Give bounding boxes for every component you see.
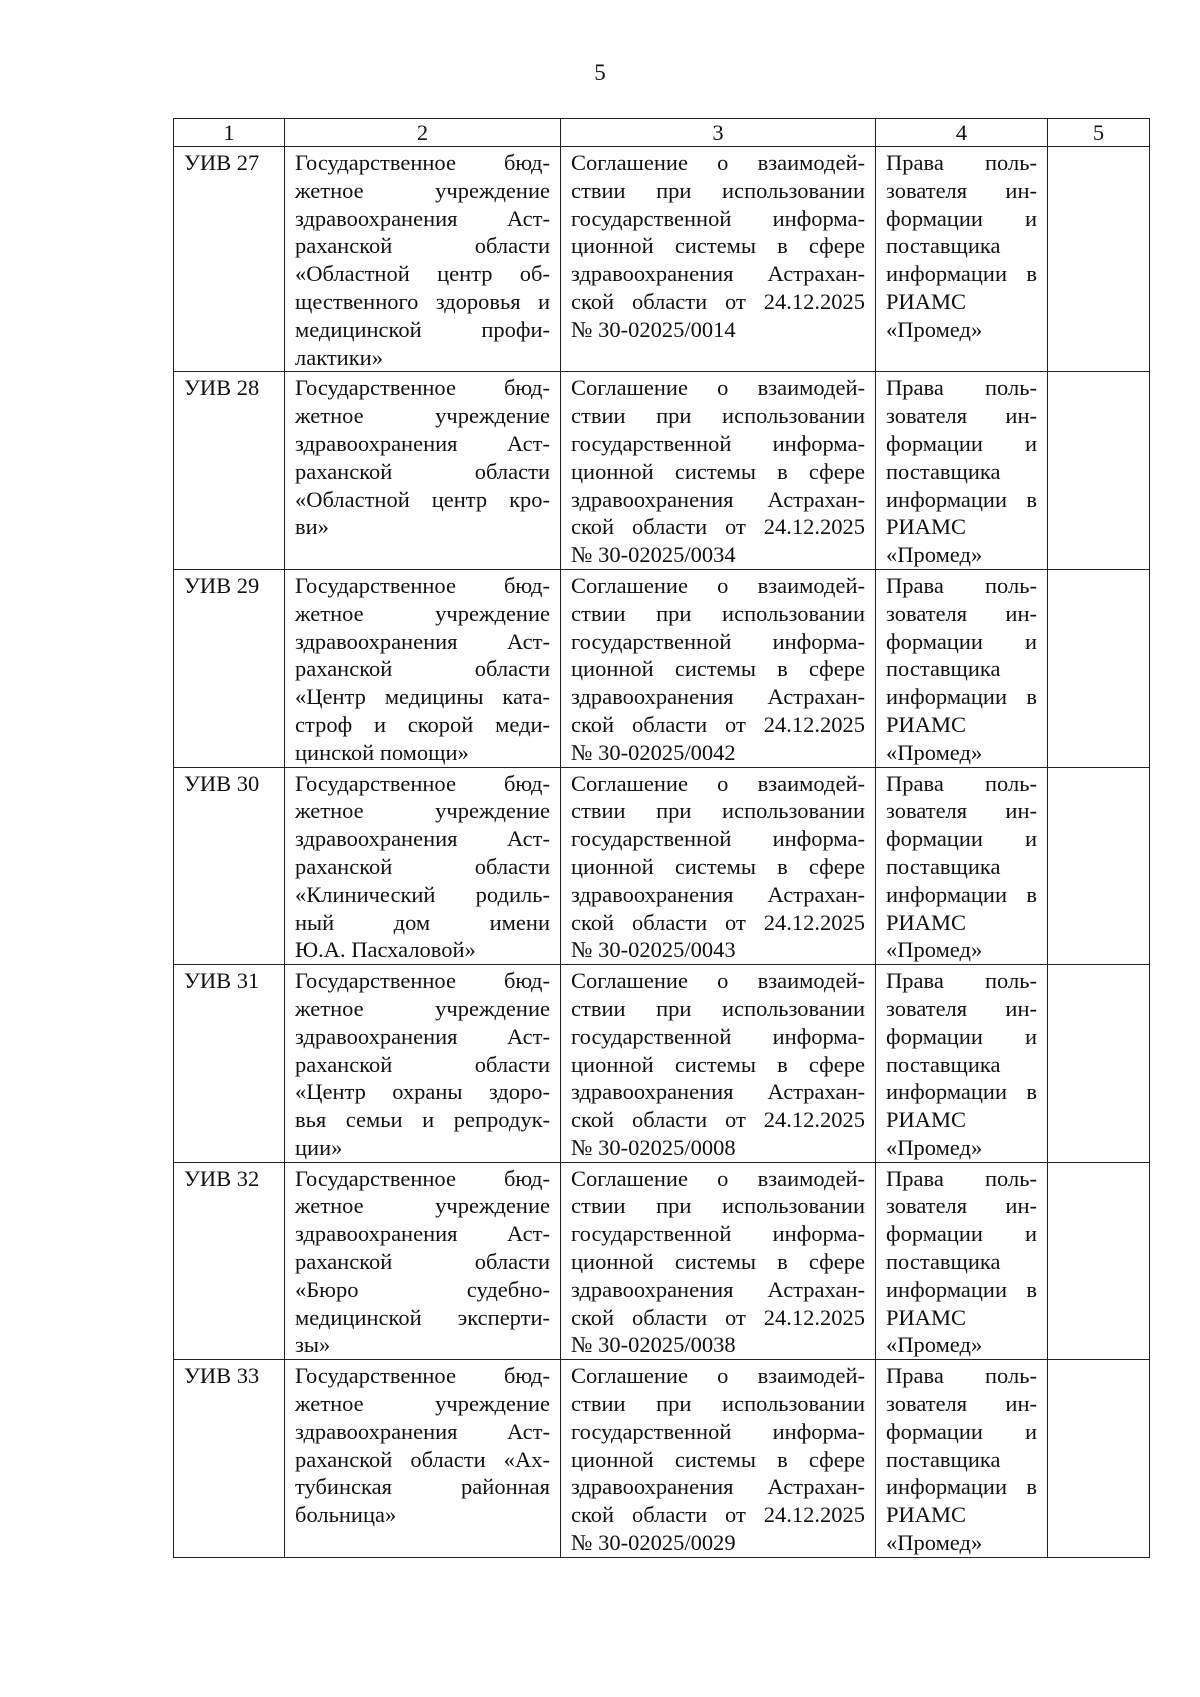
agreement-line: здравоохранения Астрахан- [571,1079,865,1105]
agreement-line: государственной информа- [571,1418,865,1444]
agreement-line: ской области от 24.12.2025 [571,1304,865,1330]
rights-line: зователя ин- [886,995,1037,1021]
row-note-cell [1048,767,1150,965]
rights-line: информации в [886,881,1037,907]
row-agreement-cell [561,965,876,1163]
agreement-line: ской области от 24.12.2025 [571,514,865,540]
agreement-line: ствии при использовании [571,798,865,824]
agreement-line: ствии при использовании [571,995,865,1021]
table-row [174,372,1150,570]
row-code-cell: УИВ 33 [174,1360,285,1558]
rights-line: зователя ин- [886,798,1037,824]
row-code-cell: УИВ 27 [174,147,285,372]
column-header-1: 1 [174,119,285,147]
rights-line: Права поль- [886,1363,1037,1389]
agreement-line: № 30-02025/0008 [571,1134,736,1160]
organization-line: здравоохранения Аст- [295,628,550,654]
rights-line: формации и [886,628,1037,654]
row-code-cell: УИВ 30 [174,767,285,965]
rights-line: Права поль- [886,572,1037,598]
rights-line: зователя ин- [886,1193,1037,1219]
rights-line: «Промед» [886,542,983,568]
rights-line: «Промед» [886,937,983,963]
agreement-line: здравоохранения Астрахан- [571,881,865,907]
organization-line: вья семьи и репродук- [295,1107,550,1133]
agreement-line: ционной системы в сфере [571,1446,865,1472]
organization-line: раханской области [295,1051,550,1077]
rights-line: РИАМС [886,288,967,314]
rights-line: информации в [886,1276,1037,1302]
organization-line: раханской области [295,458,550,484]
header-row [174,119,1150,147]
rights-line: РИАМС [886,909,967,935]
organization-line: тубинская районная [295,1474,550,1500]
organization-line: Государственное бюд- [295,150,550,175]
rights-line: РИАМС [886,514,967,540]
organization-line: жетное учреждение [295,1193,550,1219]
organization-line: жетное учреждение [295,798,550,824]
rights-line: «Промед» [886,1530,983,1556]
organization-line: здравоохранения Аст- [295,205,550,231]
agreement-line: ционной системы в сфере [571,1051,865,1077]
organization-line: жетное учреждение [295,403,550,429]
organization-line: Ю.А. Пасхаловой» [295,937,476,963]
organization-line: жетное учреждение [295,177,550,203]
organization-line: щественного здоровья и [295,288,550,314]
rights-line: «Промед» [886,739,983,765]
rights-line: «Промед» [886,1134,983,1160]
agreement-line: ционной системы в сфере [571,1249,865,1275]
rights-line: РИАМС [886,1107,967,1133]
rights-line: поставщика [886,656,1001,682]
organization-line: лактики» [295,344,383,370]
organization-line: Государственное бюд- [295,375,550,401]
rights-line: формации и [886,1023,1037,1049]
row-code-cell: УИВ 28 [174,372,285,570]
agreement-line: ской области от 24.12.2025 [571,909,865,935]
agreement-line: № 30-02025/0014 [571,316,736,342]
organization-line: раханской области [295,1249,550,1275]
agreement-line: здравоохранения Астрахан- [571,1474,865,1500]
agreement-line: здравоохранения Астрахан- [571,261,865,287]
agreement-line: государственной информа- [571,1023,865,1049]
agreement-line: ствии при использовании [571,1391,865,1417]
row-rights-cell [876,1360,1048,1558]
row-note-cell [1048,147,1150,372]
organization-line: здравоохранения Аст- [295,1023,550,1049]
agreement-line: № 30-02025/0038 [571,1332,736,1358]
rights-line: поставщика [886,853,1001,879]
organization-line: Государственное бюд- [295,1363,550,1389]
agreement-line: № 30-02025/0042 [571,739,736,765]
rights-line: поставщика [886,233,1001,259]
row-rights-cell [876,1162,1048,1360]
row-code-cell: УИВ 31 [174,965,285,1163]
organization-line: жетное учреждение [295,600,550,626]
table-row [174,1162,1150,1360]
agreement-line: ской области от 24.12.2025 [571,1107,865,1133]
organization-line: строф и скорой меди- [295,711,550,737]
agreement-line: № 30-02025/0029 [571,1530,736,1556]
organization-line: Государственное бюд- [295,968,550,994]
organization-line: Государственное бюд- [295,770,550,796]
row-agreement-cell [561,1360,876,1558]
rights-line: Права поль- [886,375,1037,401]
organization-line: медицинской профи- [295,316,550,342]
row-agreement-cell [561,372,876,570]
rights-line: формации и [886,1418,1037,1444]
row-agreement-cell [561,147,876,372]
row-rights-cell [876,965,1048,1163]
row-organization-cell [285,569,561,767]
row-note-cell [1048,569,1150,767]
row-note-cell [1048,965,1150,1163]
organization-line: «Центр охраны здоро- [295,1079,550,1105]
rights-line: информации в [886,486,1037,512]
organization-line: ный дом имени [295,909,550,935]
agreement-line: ционной системы в сфере [571,656,865,682]
agreement-line: государственной информа- [571,430,865,456]
agreement-line: Соглашение о взаимодей- [571,375,865,401]
organization-line: раханской области [295,656,550,682]
rights-line: поставщика [886,1249,1001,1275]
rights-line: информации в [886,261,1037,287]
organization-line: медицинской эксперти- [295,1304,550,1330]
rights-line: Права поль- [886,770,1037,796]
rights-line: РИАМС [886,711,967,737]
agreement-line: государственной информа- [571,826,865,852]
agreement-line: Соглашение о взаимодей- [571,150,865,175]
rights-line: поставщика [886,1446,1001,1472]
rights-line: информации в [886,684,1037,710]
column-header-2: 2 [285,119,561,147]
rights-line: информации в [886,1079,1037,1105]
rights-line: «Промед» [886,1332,983,1358]
rights-line: поставщика [886,458,1001,484]
rights-line: формации и [886,826,1037,852]
organization-line: «Центр медицины ката- [295,684,550,710]
organization-line: ции» [295,1134,343,1160]
agreement-line: ской области от 24.12.2025 [571,711,865,737]
row-organization-cell [285,767,561,965]
table-row [174,767,1150,965]
agreement-line: здравоохранения Астрахан- [571,1276,865,1302]
row-rights-cell [876,569,1048,767]
rights-line: зователя ин- [886,1391,1037,1417]
organization-line: жетное учреждение [295,995,550,1021]
row-organization-cell [285,965,561,1163]
agreement-line: ствии при использовании [571,177,865,203]
agreement-line: ской области от 24.12.2025 [571,1502,865,1528]
rights-line: Права поль- [886,968,1037,994]
row-organization-cell [285,1360,561,1558]
rights-line: «Промед» [886,316,983,342]
table-row [174,569,1150,767]
table-row [174,147,1150,372]
organization-line: больница» [295,1502,397,1528]
organization-line: раханской области [295,233,550,259]
row-note-cell [1048,372,1150,570]
agreement-line: государственной информа- [571,1221,865,1247]
rights-line: формации и [886,430,1037,456]
agreement-line: Соглашение о взаимодей- [571,1363,865,1389]
agreement-line: Соглашение о взаимодей- [571,770,865,796]
agreement-line: здравоохранения Астрахан- [571,486,865,512]
row-rights-cell [876,767,1048,965]
agreement-line: ционной системы в сфере [571,233,865,259]
rights-line: Права поль- [886,1165,1037,1191]
rights-line: формации и [886,205,1037,231]
organization-line: зы» [295,1332,331,1358]
rights-line: зователя ин- [886,600,1037,626]
organization-line: цинской помощи» [295,739,469,765]
row-agreement-cell [561,569,876,767]
organization-line: здравоохранения Аст- [295,1221,550,1247]
organization-line: раханской области «Ах- [295,1446,550,1472]
row-rights-cell [876,147,1048,372]
organization-line: «Бюро судебно- [295,1276,550,1302]
organization-line: здравоохранения Аст- [295,1418,550,1444]
agreement-line: № 30-02025/0034 [571,542,736,568]
page-number: 5 [594,60,606,85]
organization-line: ви» [295,514,329,540]
agreement-line: ционной системы в сфере [571,853,865,879]
column-header-3: 3 [561,119,876,147]
organization-line: «Областной центр об- [295,261,550,287]
organization-line: Государственное бюд- [295,1165,550,1191]
agreement-line: ствии при использовании [571,600,865,626]
agreement-line: государственной информа- [571,205,865,231]
organization-line: «Клинический родиль- [295,881,550,907]
row-rights-cell [876,372,1048,570]
organization-line: Государственное бюд- [295,572,550,598]
organization-line: здравоохранения Аст- [295,430,550,456]
agreement-line: ционной системы в сфере [571,458,865,484]
row-agreement-cell [561,1162,876,1360]
agreement-line: Соглашение о взаимодей- [571,572,865,598]
column-header-4: 4 [876,119,1048,147]
agreement-line: Соглашение о взаимодей- [571,1165,865,1191]
rights-line: Права поль- [886,150,1037,175]
row-note-cell [1048,1162,1150,1360]
row-organization-cell [285,147,561,372]
agreement-line: ствии при использовании [571,1193,865,1219]
agreement-line: Соглашение о взаимодей- [571,968,865,994]
rights-line: зователя ин- [886,403,1037,429]
agreement-line: ской области от 24.12.2025 [571,288,865,314]
rights-line: РИАМС [886,1304,967,1330]
row-code-cell: УИВ 29 [174,569,285,767]
rights-line: информации в [886,1474,1037,1500]
table-row [174,1360,1150,1558]
organization-line: жетное учреждение [295,1391,550,1417]
agreement-line: государственной информа- [571,628,865,654]
organization-line: «Областной центр кро- [295,486,550,512]
row-organization-cell [285,1162,561,1360]
organization-line: раханской области [295,853,550,879]
rights-line: поставщика [886,1051,1001,1077]
agreement-line: ствии при использовании [571,403,865,429]
row-agreement-cell [561,767,876,965]
agreement-line: здравоохранения Астрахан- [571,684,865,710]
agreement-line: № 30-02025/0043 [571,937,736,963]
row-note-cell [1048,1360,1150,1558]
registry-table [173,118,1150,1558]
rights-line: РИАМС [886,1502,967,1528]
row-code-cell: УИВ 32 [174,1162,285,1360]
table-row [174,965,1150,1163]
organization-line: здравоохранения Аст- [295,826,550,852]
rights-line: формации и [886,1221,1037,1247]
rights-line: зователя ин- [886,177,1037,203]
column-header-5: 5 [1048,119,1150,147]
row-organization-cell [285,372,561,570]
